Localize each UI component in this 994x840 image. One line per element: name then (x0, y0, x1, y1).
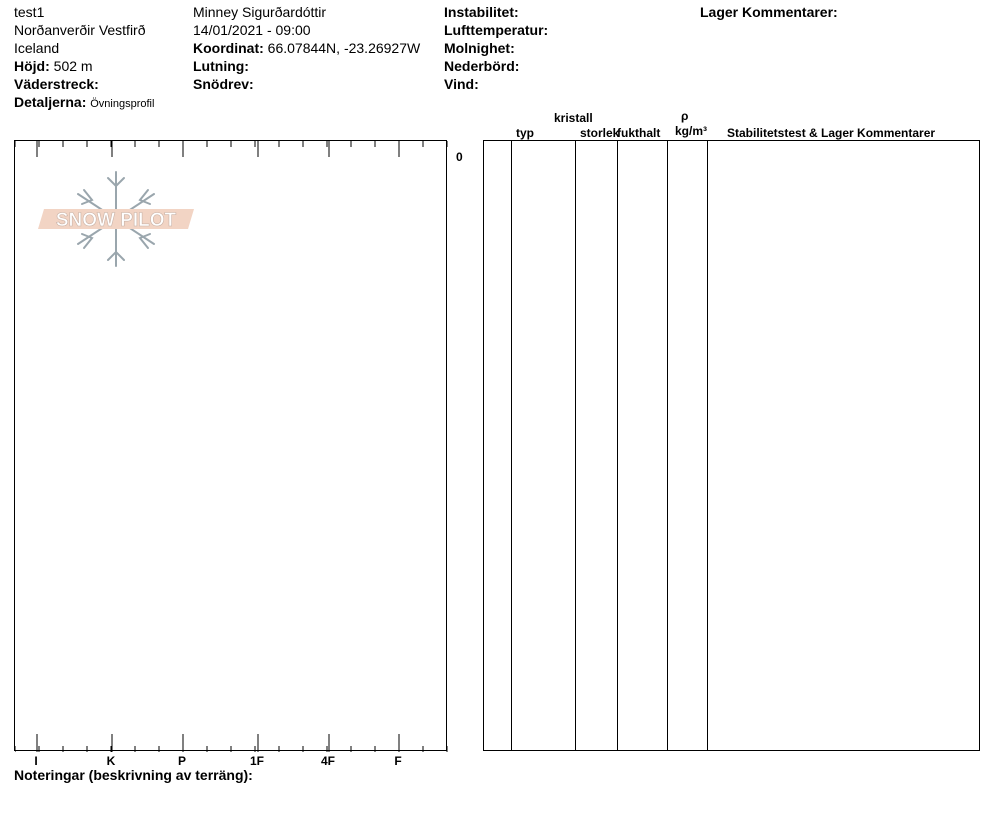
coordinate-value: 66.07844N, -23.26927W (267, 40, 421, 56)
hardness-label-p: P (177, 754, 187, 768)
header-density-unit: kg/m³ (675, 124, 708, 138)
snow-pilot-logo (38, 170, 194, 268)
hardness-label-1f: 1F (249, 754, 265, 768)
elevation-row (14, 57, 93, 75)
coordinate-label: Koordinat: (193, 40, 264, 56)
precipitation-label: Nederbörd: (444, 58, 520, 74)
elevation-value: 502 m (53, 58, 93, 74)
wind-label: Vind: (444, 76, 479, 92)
cloud-cover-label: Molnighet: (444, 40, 515, 56)
depth-zero-label: 0 (456, 150, 463, 164)
hardness-label-4f: 4F (320, 754, 336, 768)
column-divider (667, 141, 668, 750)
hardness-label-k: K (106, 754, 116, 768)
column-divider (617, 141, 618, 750)
logo-text: SNOW PILOT (55, 210, 177, 231)
details-label: Detaljerna: (14, 94, 87, 110)
header-rho: ρ (681, 109, 689, 123)
header-type: typ (516, 126, 534, 140)
column-divider (707, 141, 708, 750)
header-size: storlek (580, 126, 620, 140)
header-moisture: fukthalt (617, 126, 661, 140)
column-divider (511, 141, 512, 750)
profile-country: Iceland (14, 40, 60, 56)
header-crystal: kristall (554, 111, 593, 125)
column-divider (575, 141, 576, 750)
hardness-label-f: F (394, 754, 402, 768)
air-temperature-label: Lufttemperatur: (444, 22, 549, 38)
slope-label: Lutning: (193, 58, 249, 74)
profile-region: Norðanverðir Vestfirð (14, 22, 146, 38)
aspect-label: Väderstreck: (14, 76, 99, 92)
details-value: Övningsprofil (90, 98, 155, 110)
profile-name: test1 (14, 4, 45, 20)
observer-name: Minney Sigurðardóttir (193, 4, 327, 20)
notes-label: Noteringar (beskrivning av terräng): (14, 767, 253, 783)
instability-label: Instabilitet: (444, 4, 519, 20)
layer-comments-label: Lager Kommentarer: (700, 4, 838, 20)
observation-datetime: 14/01/2021 - 09:00 (193, 22, 311, 38)
header-stability: Stabilitetstest & Lager Kommentarer (727, 126, 936, 140)
snow-drift-label: Snödrev: (193, 76, 254, 92)
hardness-label-i: I (34, 754, 38, 768)
details-row (14, 93, 154, 113)
coordinate-row (193, 39, 420, 57)
layer-table (483, 140, 980, 751)
elevation-label: Höjd: (14, 58, 50, 74)
